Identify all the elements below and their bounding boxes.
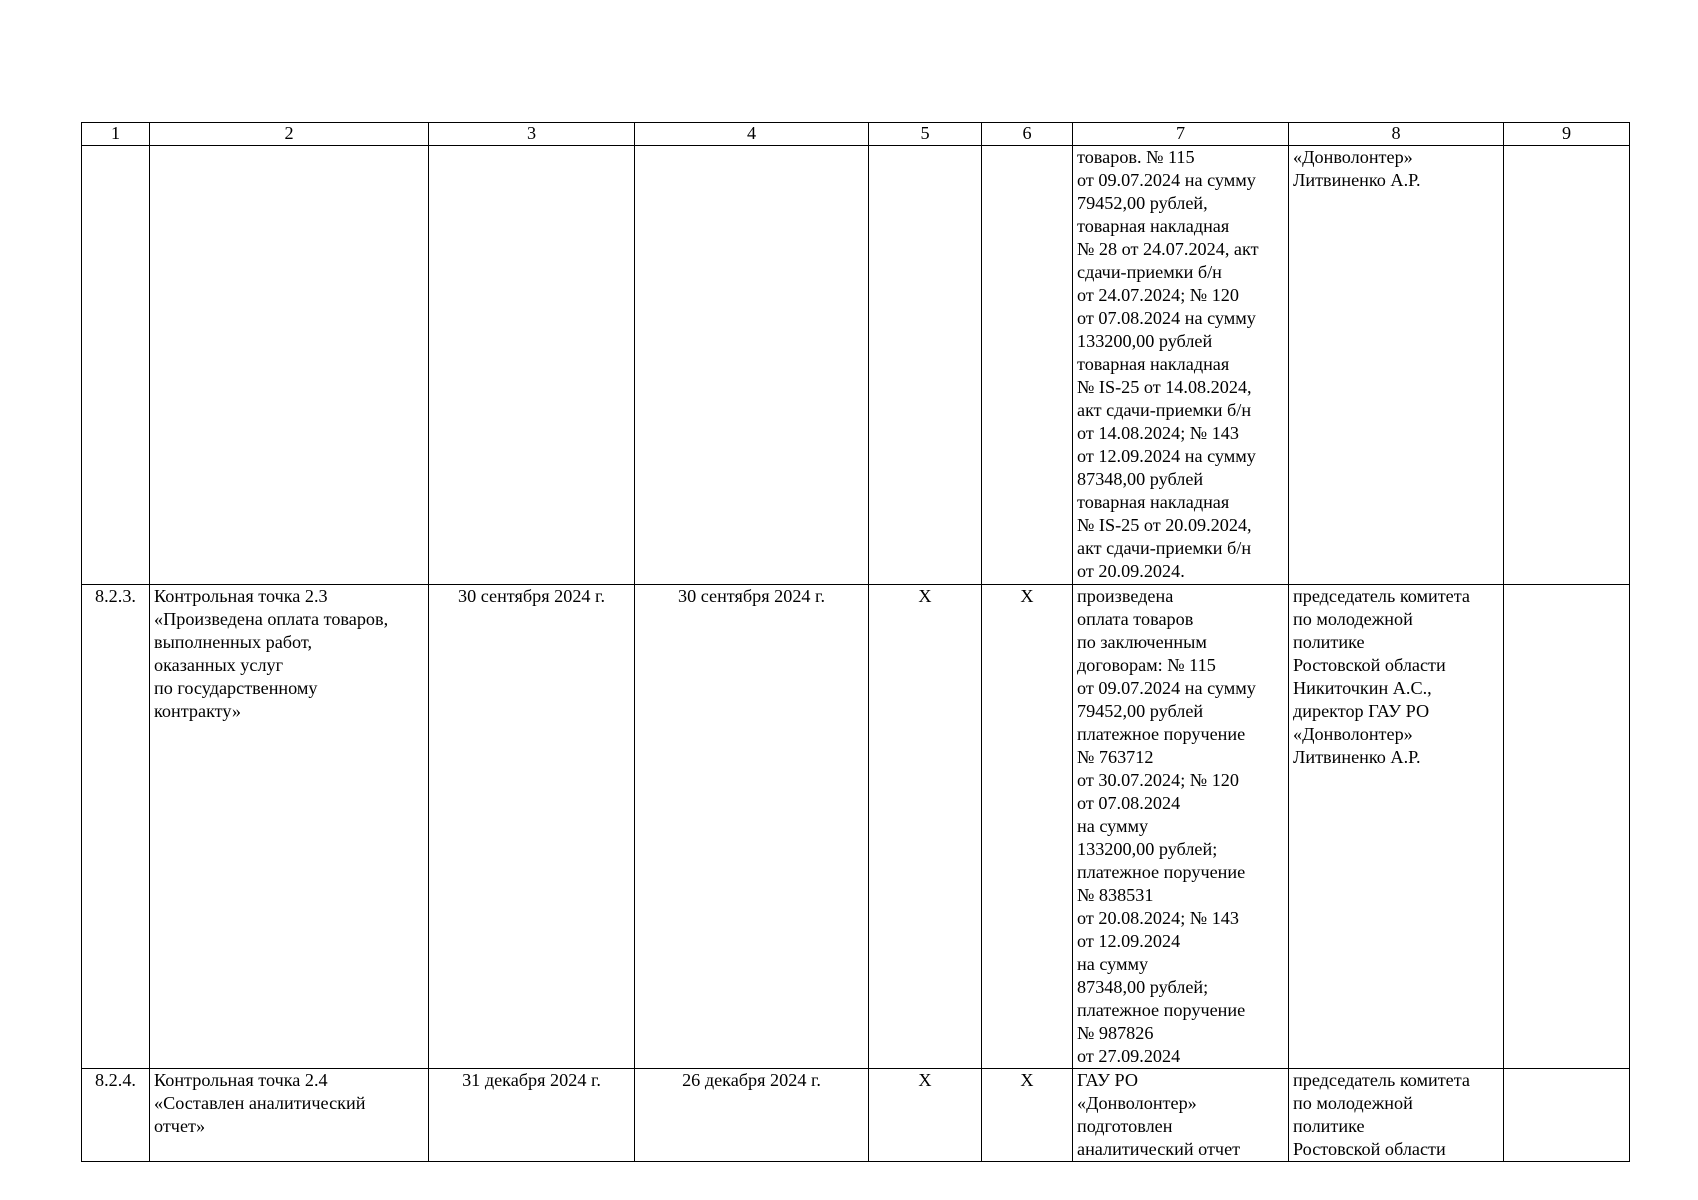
column-number: 2 [150,123,429,146]
column-number: 6 [982,123,1073,146]
column-number: 5 [869,123,982,146]
responsible-cell: председатель комитета по молодежной политике Ростовской области Никиточкин А.С., директор ГАУ РО «Донволонтер» Литвиненко А.Р. [1289,585,1504,1069]
result-cell: произведена оплата товаров по заключенным договорам: № 115 от 09.07.2024 на сумму 79452,00 рублей платежное поручение № 763712 от 30.07.2024; № 120 от 07.08.2024 на сумму 133200,00 рублей; платежное поручение № 838531 от 20.08.2024; № 143 от 12.09.2024 на сумму 87348,00 рублей; платежное поручение № 987826 от 27.09.2024 [1073,585,1289,1069]
table-row [82,1069,1630,1162]
actual-date-cell: 30 сентября 2024 г. [635,585,869,1069]
column-6-cell [982,146,1073,585]
column-6-cell: X [982,585,1073,1069]
row-number-cell: 8.2.4. [82,1069,150,1162]
column-5-cell: X [869,1069,982,1162]
event-name-cell [150,146,429,585]
column-number-row [82,123,1630,146]
result-cell: товаров. № 115 от 09.07.2024 на сумму 79452,00 рублей, товарная накладная № 28 от 24.07.2024, акт сдачи-приемки б/н от 24.07.2024; № 120 от 07.08.2024 на сумму 133200,00 рублей товарная накладная № IS-25 от 14.08.2024, акт сдачи-приемки б/н от 14.08.2024; № 143 от 12.09.2024 на сумму 87348,00 рублей товарная накладная № IS-25 от 20.09.2024, акт сдачи-приемки б/н от 20.09.2024. [1073,146,1289,585]
column-number: 4 [635,123,869,146]
actual-date-cell: 26 декабря 2024 г. [635,1069,869,1162]
planned-date-cell [429,146,635,585]
column-5-cell [869,146,982,585]
row-number-cell [82,146,150,585]
responsible-cell: «Донволонтер» Литвиненко А.Р. [1289,146,1504,585]
responsible-cell: председатель комитета по молодежной политике Ростовской области [1289,1069,1504,1162]
column-number: 1 [82,123,150,146]
row-number-cell: 8.2.3. [82,585,150,1069]
table-row [82,585,1630,1069]
planned-date-cell: 30 сентября 2024 г. [429,585,635,1069]
actual-date-cell [635,146,869,585]
column-5-cell: X [869,585,982,1069]
planned-date-cell: 31 декабря 2024 г. [429,1069,635,1162]
event-name-cell: Контрольная точка 2.4 «Составлен аналитический отчет» [150,1069,429,1162]
column-6-cell: X [982,1069,1073,1162]
column-number: 9 [1504,123,1630,146]
column-number: 8 [1289,123,1504,146]
notes-cell [1504,585,1630,1069]
table-row [82,146,1630,585]
column-number: 3 [429,123,635,146]
event-name-cell: Контрольная точка 2.3 «Произведена оплата товаров, выполненных работ, оказанных услуг по государственному контракту» [150,585,429,1069]
notes-cell [1504,1069,1630,1162]
result-cell: ГАУ РО «Донволонтер» подготовлен аналитический отчет [1073,1069,1289,1162]
report-table [81,122,1630,1162]
notes-cell [1504,146,1630,585]
column-number: 7 [1073,123,1289,146]
